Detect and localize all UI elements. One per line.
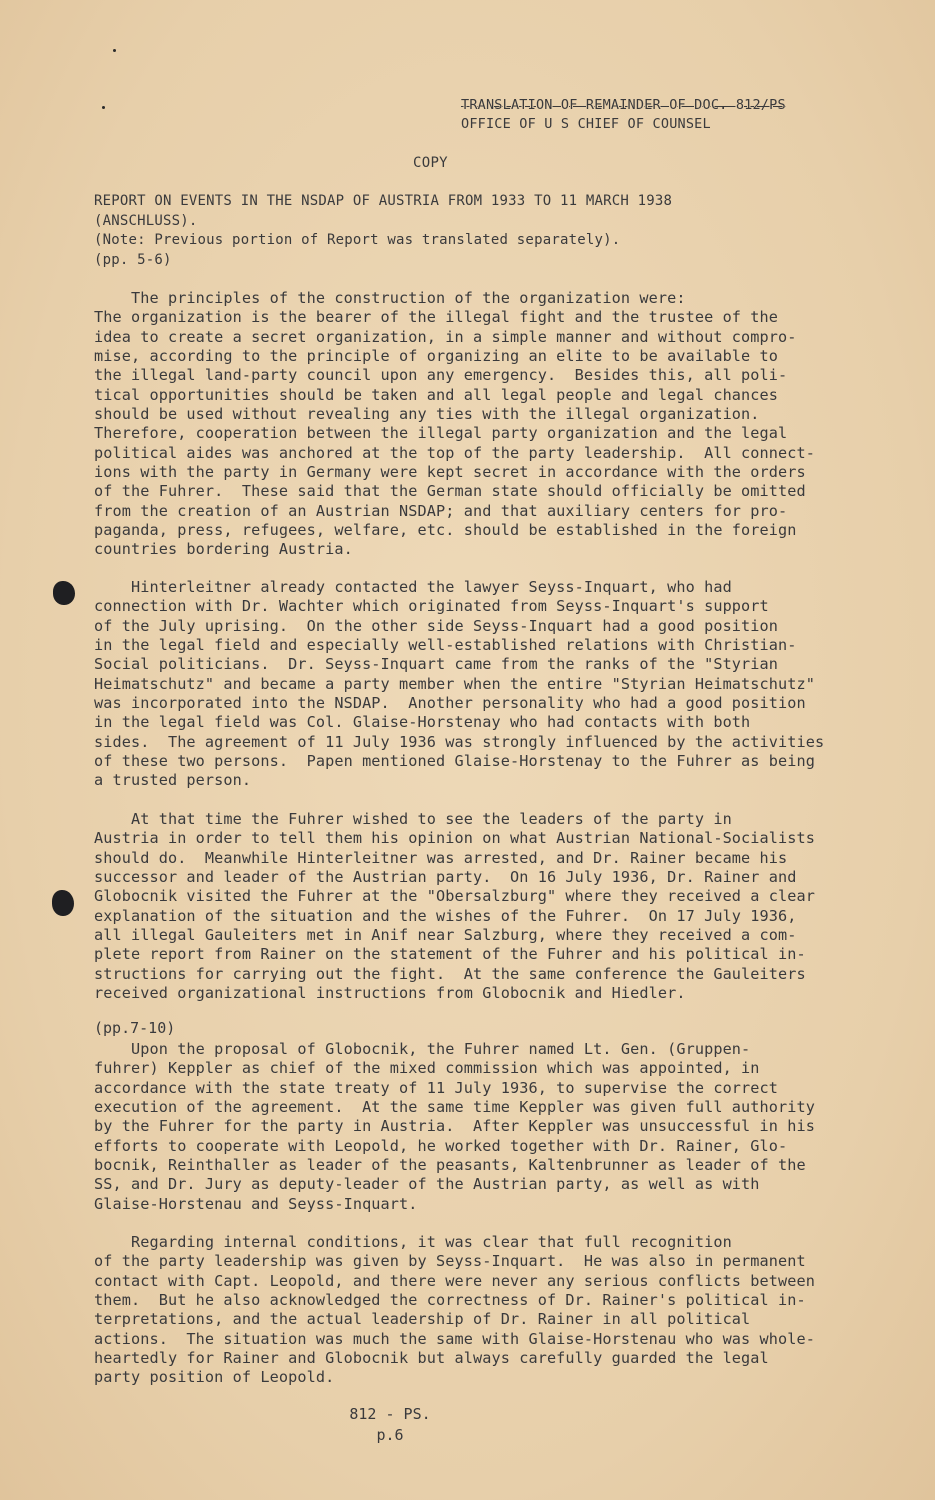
paragraph-internal-conditions [94,1233,864,1388]
text-line: efforts to cooperate with Leopold, he worked together with Dr. Rainer, Glo- [94,1136,788,1155]
text-line: of these two persons. Papen mentioned Glaise-Horstenay to the Fuhrer as being [94,752,816,771]
text-line: Hinterleitner already contacted the lawyer Seyss-Inquart, who had [94,578,732,596]
text-line: accordance with the state treaty of 11 July 1936, to supervise the correct [94,1078,779,1097]
text-line: them. But he also acknowledged the correctness of Dr. Rainer's political in- [94,1291,806,1310]
text-line: structions for carrying out the fight. At the same conference the Gauleiters [94,964,806,983]
text-line: At that time the Fuhrer wished to see the leaders of the party in [94,810,732,828]
text-line: of the party leadership was given by Seyss-Inquart. He was also in permanent [94,1252,806,1271]
text-line: received organizational instructions from Globocnik and Hiedler. [94,984,686,1003]
text-line: contact with Capt. Leopold, and there were never any serious conflicts between [94,1271,816,1290]
text-line: countries bordering Austria. [94,540,353,559]
paragraph-hinterleitner [94,578,864,791]
text-line: Austria in order to tell them his opinion on what Austrian National-Socialists [94,829,816,848]
title-pages: (pp. 5-6) [94,251,172,268]
text-line: a trusted person. [94,771,252,790]
text-line: paganda, press, refugees, welfare, etc. should be established in the foreign [94,521,797,540]
text-line: heartedly for Rainer and Globocnik but always carefully guarded the legal [94,1349,769,1368]
title-line: (ANSCHLUSS). [94,212,198,229]
footer-doc-ref: 812 - PS. [349,1405,431,1423]
text-line: successor and leader of the Austrian party. On 16 July 1936, Dr. Rainer and [94,868,797,887]
text-line: in the legal field and especially well-established relations with Christian- [94,636,797,655]
punch-hole-icon [53,581,75,605]
footer-page-number: p.6 [376,1426,404,1444]
text-line: The organization is the bearer of the illegal fight and the trustee of the [94,308,779,327]
text-line: all illegal Gauleiters met in Anif near Salzburg, where they received a com- [94,926,797,945]
text-line: mise, according to the principle of organizing an elite to be available to [94,347,779,366]
paragraph-keppler [94,1040,864,1214]
text-line: should be used without revealing any ties with the illegal organization. [94,405,760,424]
text-line: fuhrer) Keppler as chief of the mixed commission which was appointed, in [94,1059,760,1078]
paragraph-principles [94,289,864,560]
ink-speck [102,106,105,109]
copy-label: COPY [413,155,448,171]
text-line: Upon the proposal of Globocnik, the Fuhrer named Lt. Gen. (Gruppen- [94,1040,751,1058]
text-line: ions with the party in Germany were kept secret in accordance with the orders [94,463,806,482]
text-line: sides. The agreement of 11 July 1936 was strongly influenced by the activities [94,732,825,751]
text-line: Globocnik visited the Fuhrer at the "Obersalzburg" where they received a clear [94,887,816,906]
text-line: explanation of the situation and the wishes of the Fuhrer. On 17 July 1936, [94,906,797,925]
text-line: actions. The situation was much the same with Glaise-Horstenau who was whole- [94,1329,816,1348]
text-line: Regarding internal conditions, it was clear that full recognition [94,1233,732,1251]
text-line: idea to create a secret organization, in a simple manner and without compro- [94,327,797,346]
page-footer [320,1404,460,1446]
text-line: political aides was anchored at the top of the party leadership. All connect- [94,443,816,462]
text-line: in the legal field was Col. Glaise-Horstenay who had contacts with both [94,713,751,732]
text-line: by the Fuhrer for the party in Austria. After Keppler was unsuccessful in his [94,1117,816,1136]
text-line: the illegal land-party council upon any emergency. Besides this, all poli- [94,366,788,385]
text-line: connection with Dr. Wachter which originated from Seyss-Inquart's support [94,597,769,616]
text-line: SS, and Dr. Jury as deputy-leader of the Austrian party, as well as with [94,1175,760,1194]
header-translation-line: TRANSLATION OF REMAINDER OF DOC. 812/PS [461,97,786,113]
text-line: was incorporated into the NSDAP. Another personality who had a good position [94,694,806,713]
text-line: Glaise-Horstenau and Seyss-Inquart. [94,1194,418,1213]
paragraph-fuhrer-meeting [94,810,864,1003]
text-line: of the Fuhrer. These said that the German state should officially be omitted [94,482,806,501]
text-line: execution of the agreement. At the same time Keppler was given full authority [94,1098,816,1117]
text-line: of the July uprising. On the other side Seyss-Inquart had a good position [94,616,779,635]
text-line: Heimatschutz" and became a party member when the entire "Styrian Heimatschutz" [94,674,816,693]
title-line: REPORT ON EVENTS IN THE NSDAP OF AUSTRIA FROM 1933 TO 11 MARCH 1938 [94,193,673,209]
ink-speck [113,49,116,52]
report-title [94,192,884,270]
text-line: tical opportunities should be taken and all legal people and legal chances [94,385,779,404]
text-line: Therefore, cooperation between the illegal party organization and the legal [94,424,788,443]
text-line: party position of Leopold. [94,1368,335,1387]
text-line: The principles of the construction of the organization were: [94,289,686,307]
text-line: bocnik, Reinthaller as leader of the peasants, Kaltenbrunner as leader of the [94,1156,806,1175]
text-line: from the creation of an Austrian NSDAP; and that auxiliary centers for pro- [94,501,788,520]
text-line: Social politicians. Dr. Seyss-Inquart came from the ranks of the "Styrian [94,655,779,674]
title-note: (Note: Previous portion of Report was translated separately). [94,232,621,248]
punch-hole-icon [52,890,74,916]
text-line: plete report from Rainer on the statement of the Fuhrer and his political in- [94,945,806,964]
text-line: terpretations, and the actual leadership of Dr. Rainer in all political [94,1310,751,1329]
document-header [461,96,881,134]
page-range-label: (pp.7-10) [94,1019,176,1037]
header-office-line: OFFICE OF U S CHIEF OF COUNSEL [461,116,711,132]
text-line: should do. Meanwhile Hinterleitner was arrested, and Dr. Rainer became his [94,848,788,867]
